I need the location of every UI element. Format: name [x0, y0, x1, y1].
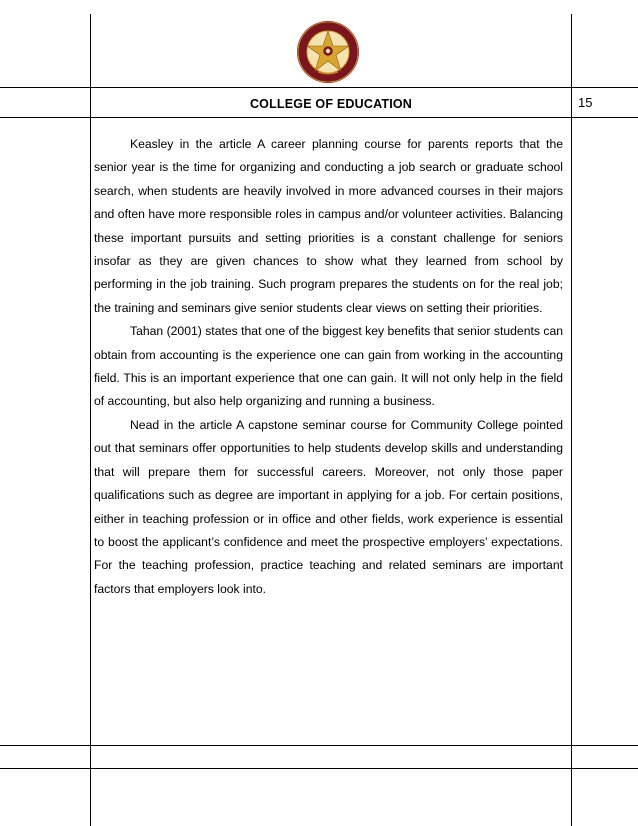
- college-title: COLLEGE OF EDUCATION: [249, 97, 413, 111]
- header-top-rule: [0, 87, 638, 88]
- header-bottom-rule: [0, 117, 638, 118]
- page-number: 15: [578, 95, 593, 110]
- paragraph: Keasley in the article A career planning course for parents reports that the senior year is the time for organizing and conducting a job search or graduate school search, when students are heavily involved in more advanced courses in their majors and often have more responsible roles in campus and/or volunteer activities. Balancing these important pursuits and setting priorities is a constant challenge for seniors insofar as they are given chances to show what they learned from school by performing in the job training. Such program prepares the students on for the real job; the training and seminars give senior students clear views on setting their priorities.: [94, 137, 563, 315]
- right-margin-rule: [571, 14, 572, 826]
- left-margin-rule: [90, 14, 91, 826]
- body-text: [94, 133, 563, 601]
- footer-bottom-rule: [0, 768, 638, 769]
- paragraph: Tahan (2001) states that one of the biggest key benefits that senior students can obtain from accounting is the experience one can gain from working in the accounting field. This is an important experience that one can gain. It will not only help in the field of accounting, but also help organizing and running a business.: [94, 324, 563, 409]
- paragraph: Nead in the article A capstone seminar course for Community College pointed out that seminars offer opportunities to help students develop skills and understanding that will prepare them for successful careers. Moreover, not only those paper qualifications such as degree are important in applying for a job. For certain positions, either in teaching profession or in office and other fields, work experience is essential to boost the applicant’s confidence and meet the prospective employers’ expectations. For the teaching profession, practice teaching and related seminars are important factors that employers look into.: [94, 417, 563, 596]
- footer-top-rule: [0, 745, 638, 746]
- university-seal-icon: [296, 20, 360, 84]
